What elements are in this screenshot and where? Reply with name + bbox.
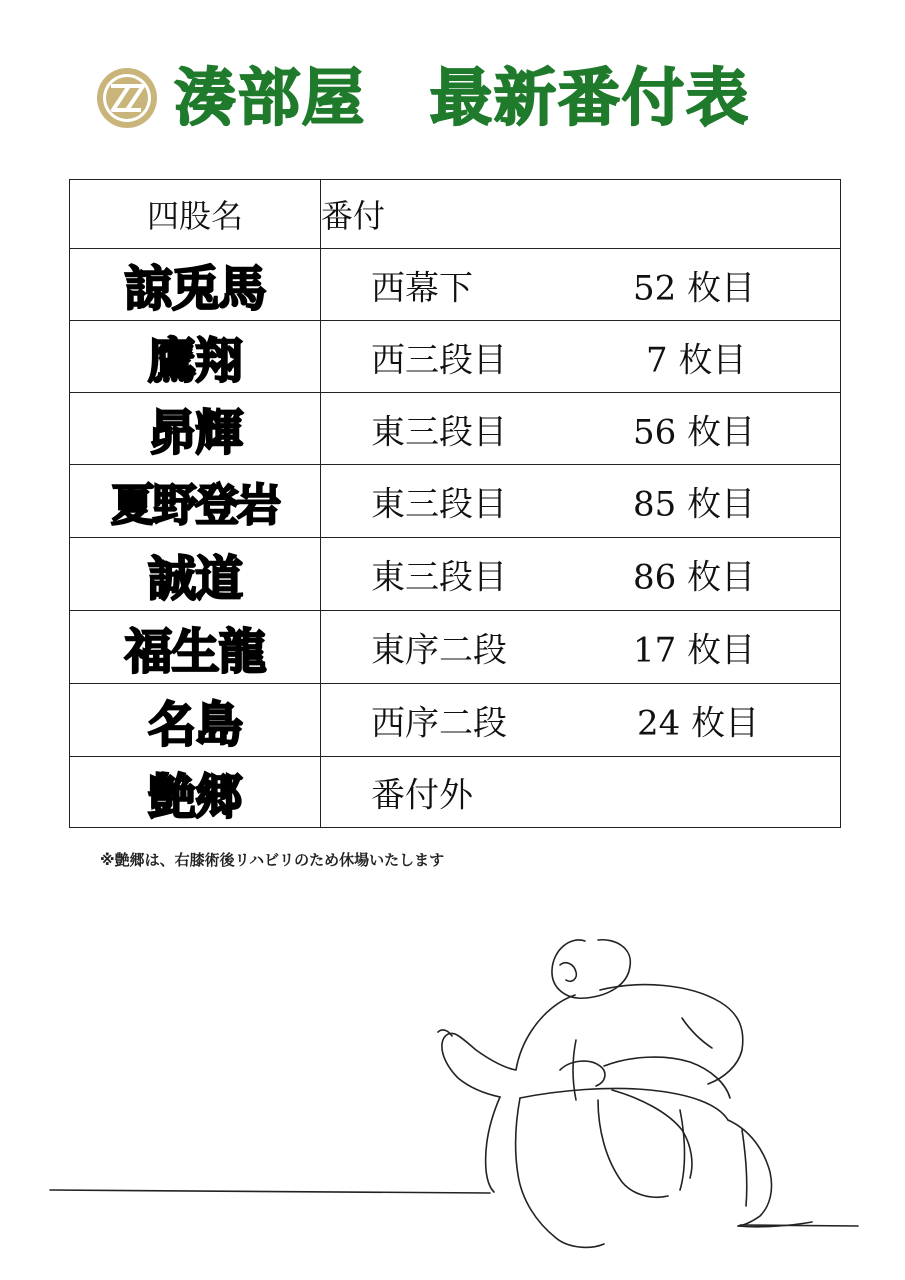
page-title: 湊部屋 最新番付表 (174, 61, 751, 134)
rank-division: 東三段目 (371, 484, 507, 525)
table-header-row (70, 180, 841, 249)
rank-cell (321, 611, 841, 684)
table-row (70, 321, 841, 393)
rank-number: 24 枚目 (637, 703, 760, 744)
rank-division: 東三段目 (371, 412, 507, 452)
rank-cell (321, 684, 841, 757)
wrestler-name: 鷹翔 (70, 321, 321, 393)
table-row (70, 757, 841, 828)
rank-division: 西序二段 (371, 703, 507, 744)
table-row (70, 393, 841, 465)
table-row (70, 538, 841, 611)
rank-number: 52 枚目 (633, 268, 756, 308)
rank-number: 17 枚目 (633, 630, 756, 671)
sumo-wrestler-line-drawing-icon (0, 920, 905, 1280)
column-header-shikona: 四股名 (70, 180, 321, 249)
rank-division: 西幕下 (371, 268, 473, 308)
column-header-banzuke: 番付 (321, 180, 841, 249)
rank-cell (321, 321, 841, 393)
rank-cell (321, 465, 841, 538)
wrestler-name: 諒兎馬 (70, 249, 321, 321)
rank-number: 86 枚目 (633, 557, 756, 598)
family-crest-icon (95, 66, 159, 130)
table-row (70, 465, 841, 538)
table-row (70, 611, 841, 684)
rank-cell (321, 538, 841, 611)
wrestler-name: 誠道 (70, 538, 321, 611)
rank-division: 東序二段 (371, 630, 507, 671)
rank-division: 西三段目 (371, 340, 507, 380)
rank-cell (321, 757, 841, 828)
rank-number: 56 枚目 (633, 412, 756, 452)
rank-division: 東三段目 (371, 557, 507, 598)
footnote: ※艶郷は、右膝術後リハビリのため休場いたします (100, 851, 445, 869)
rank-cell (321, 393, 841, 465)
wrestler-name: 福生龍 (70, 611, 321, 684)
table-row (70, 684, 841, 757)
wrestler-name: 昴輝 (70, 393, 321, 465)
wrestler-name: 艶郷 (70, 757, 321, 828)
header (0, 52, 905, 142)
rank-cell (321, 249, 841, 321)
rank-division: 番付外 (371, 775, 473, 816)
wrestler-name: 夏野登岩 (70, 465, 321, 538)
rank-number: 85 枚目 (633, 484, 756, 525)
banzuke-table (69, 179, 841, 828)
wrestler-name: 名島 (70, 684, 321, 757)
rank-number: 7 枚目 (646, 340, 747, 380)
table-row (70, 249, 841, 321)
